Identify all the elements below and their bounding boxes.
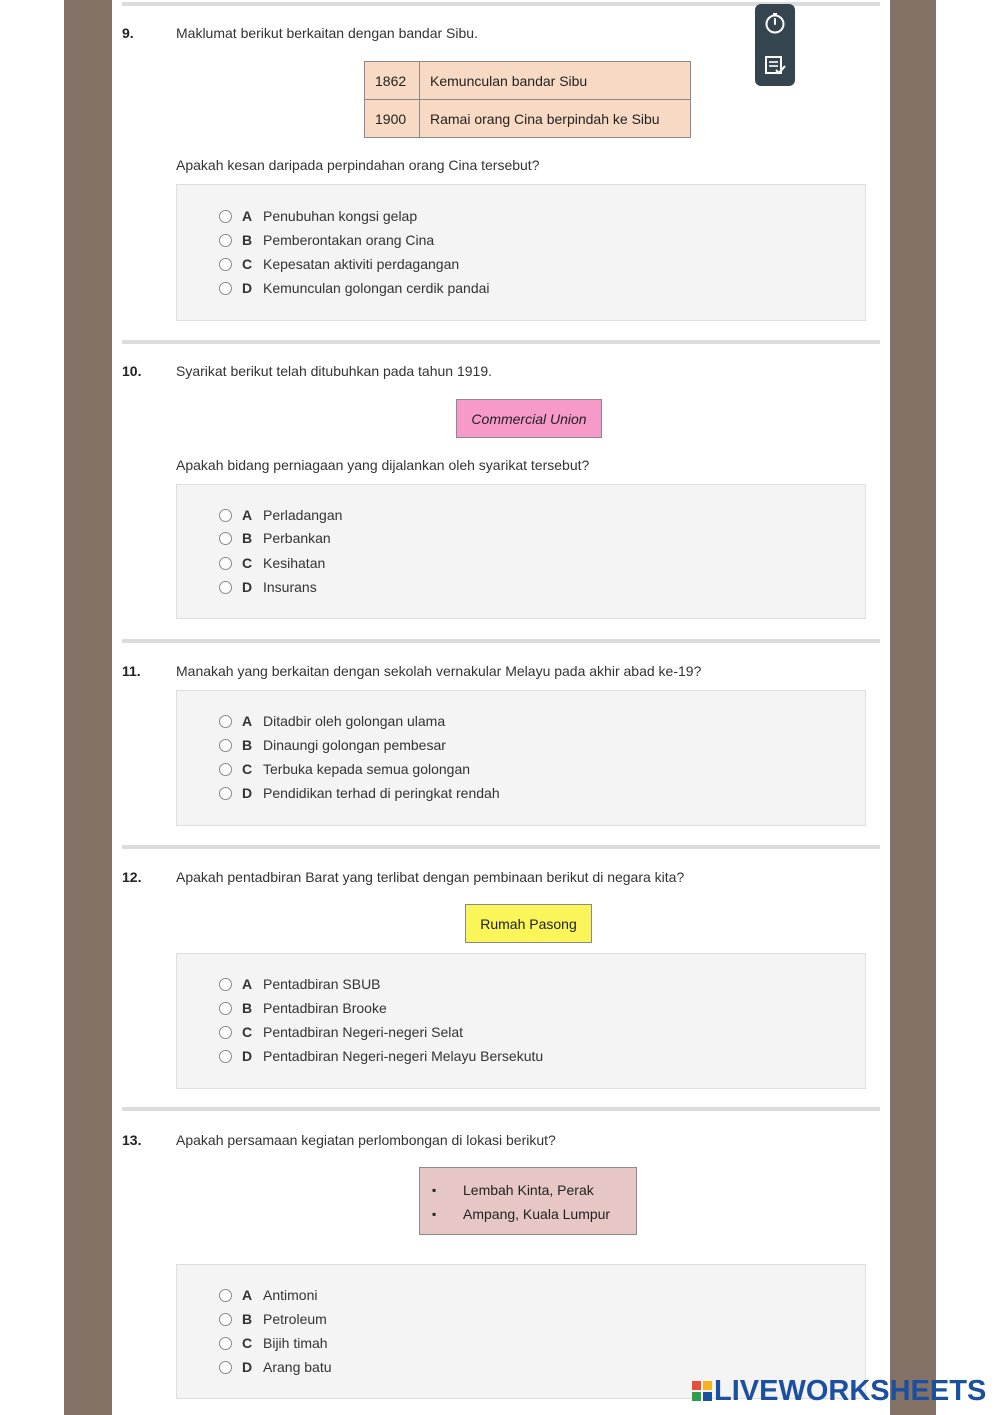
option-b[interactable] xyxy=(219,230,434,250)
radio-button[interactable] xyxy=(219,532,232,545)
page-frame-left xyxy=(64,0,112,1415)
option-c[interactable] xyxy=(219,1022,463,1042)
bullet-icon: ▪ xyxy=(432,1207,437,1221)
liveworksheets-logo xyxy=(692,1374,986,1408)
option-text: Ditadbir oleh golongan ulama xyxy=(263,713,446,729)
option-letter: B xyxy=(242,232,253,248)
outer-margin-right xyxy=(936,0,1000,1415)
option-letter: A xyxy=(242,713,253,729)
question-text: Manakah yang berkaitan dengan sekolah vernakular Melayu pada akhir abad ke-19? xyxy=(176,663,702,679)
option-letter: C xyxy=(242,256,253,272)
radio-button[interactable] xyxy=(219,763,232,776)
option-c[interactable] xyxy=(219,553,325,573)
option-letter: A xyxy=(242,1287,253,1303)
table-cell-year: 1862 xyxy=(365,62,420,100)
option-text: Dinaungi golongan pembesar xyxy=(263,737,446,753)
table-row xyxy=(365,62,691,100)
option-text: Terbuka kepada semua golongan xyxy=(263,761,471,777)
page-frame-right xyxy=(890,0,936,1415)
option-d[interactable] xyxy=(219,577,317,597)
question-number: 10. xyxy=(122,363,142,379)
option-b[interactable] xyxy=(219,528,331,548)
option-a[interactable] xyxy=(219,974,381,994)
list-item-text: Lembah Kinta, Perak xyxy=(463,1182,594,1198)
option-a[interactable] xyxy=(219,711,445,731)
radio-button[interactable] xyxy=(219,1313,232,1326)
question-number: 13. xyxy=(122,1132,142,1148)
radio-button[interactable] xyxy=(219,1050,232,1063)
option-text: Kesihatan xyxy=(263,555,326,571)
option-text: Pendidikan terhad di peringkat rendah xyxy=(263,785,500,801)
option-letter: A xyxy=(242,208,253,224)
option-text: Petroleum xyxy=(263,1311,327,1327)
building-name-box: Rumah Pasong xyxy=(465,904,592,943)
option-letter: B xyxy=(242,1311,253,1327)
option-c[interactable] xyxy=(219,254,459,274)
options-group-q11 xyxy=(176,690,866,826)
radio-button[interactable] xyxy=(219,210,232,223)
radio-button[interactable] xyxy=(219,258,232,271)
sibu-info-table xyxy=(364,61,691,138)
question-text: Apakah pentadbiran Barat yang terlibat dengan pembinaan berikut di negara kita? xyxy=(176,869,685,885)
option-a[interactable] xyxy=(219,1285,317,1305)
option-letter: B xyxy=(242,1000,253,1016)
question-text: Apakah persamaan kegiatan perlombongan di lokasi berikut? xyxy=(176,1132,556,1148)
list-item xyxy=(432,1202,624,1226)
option-a[interactable] xyxy=(219,206,417,226)
option-text: Kepesatan aktiviti perdagangan xyxy=(263,256,460,272)
timer-icon[interactable] xyxy=(764,12,786,34)
radio-button[interactable] xyxy=(219,1289,232,1302)
option-a[interactable] xyxy=(219,505,342,525)
outer-margin-left xyxy=(0,0,64,1415)
option-letter: D xyxy=(242,785,253,801)
option-letter: B xyxy=(242,530,253,546)
option-text: Pentadbiran Negeri-negeri Melayu Bersekutu xyxy=(263,1048,544,1064)
radio-button[interactable] xyxy=(219,1002,232,1015)
radio-button[interactable] xyxy=(219,715,232,728)
radio-button[interactable] xyxy=(219,1026,232,1039)
option-text: Bijih timah xyxy=(263,1335,328,1351)
question-text: Maklumat berikut berkaitan dengan bandar Sibu. xyxy=(176,25,478,41)
list-item xyxy=(432,1178,624,1202)
question-prompt: Apakah kesan daripada perpindahan orang Cina tersebut? xyxy=(176,157,540,173)
options-group-q9 xyxy=(176,184,866,321)
company-name-box: Commercial Union xyxy=(456,399,602,438)
option-letter: C xyxy=(242,555,253,571)
option-letter: D xyxy=(242,579,253,595)
option-text: Kemunculan golongan cerdik pandai xyxy=(263,280,490,296)
location-list-box xyxy=(419,1167,637,1235)
option-letter: B xyxy=(242,737,253,753)
option-b[interactable] xyxy=(219,735,446,755)
divider xyxy=(122,639,880,643)
question-prompt: Apakah bidang perniagaan yang dijalankan oleh syarikat tersebut? xyxy=(176,457,590,473)
option-c[interactable] xyxy=(219,759,470,779)
table-cell-event: Ramai orang Cina berpindah ke Sibu xyxy=(420,100,691,138)
option-b[interactable] xyxy=(219,998,387,1018)
option-letter: D xyxy=(242,1359,253,1375)
option-text: Penubuhan kongsi gelap xyxy=(263,208,418,224)
radio-button[interactable] xyxy=(219,581,232,594)
radio-button[interactable] xyxy=(219,739,232,752)
option-text: Antimoni xyxy=(263,1287,318,1303)
option-c[interactable] xyxy=(219,1333,328,1353)
option-text: Perbankan xyxy=(263,530,331,546)
divider xyxy=(122,845,880,849)
divider xyxy=(122,340,880,344)
bullet-icon: ▪ xyxy=(432,1183,437,1197)
floating-toolbar xyxy=(755,4,795,86)
list-item-text: Ampang, Kuala Lumpur xyxy=(463,1206,611,1222)
question-text: Syarikat berikut telah ditubuhkan pada tahun 1919. xyxy=(176,363,493,379)
option-letter: A xyxy=(242,507,253,523)
divider xyxy=(122,1107,880,1111)
options-group-q12 xyxy=(176,953,866,1089)
option-d[interactable] xyxy=(219,1357,332,1377)
option-text: Pentadbiran Negeri-negeri Selat xyxy=(263,1024,464,1040)
option-d[interactable] xyxy=(219,783,500,803)
option-letter: C xyxy=(242,1024,253,1040)
radio-button[interactable] xyxy=(219,557,232,570)
table-row xyxy=(365,100,691,138)
question-number: 11. xyxy=(122,663,141,679)
option-letter: C xyxy=(242,761,253,777)
option-d[interactable] xyxy=(219,278,490,298)
option-text: Perladangan xyxy=(263,507,343,523)
option-text: Pemberontakan orang Cina xyxy=(263,232,435,248)
option-d[interactable] xyxy=(219,1046,543,1066)
logo-mark-icon xyxy=(692,1381,712,1401)
question-number: 9. xyxy=(122,25,134,41)
logo-text: LIVEWORKSHEETS xyxy=(714,1374,987,1407)
option-letter: D xyxy=(242,280,253,296)
option-letter: C xyxy=(242,1335,253,1351)
option-letter: A xyxy=(242,976,253,992)
table-cell-year: 1900 xyxy=(365,100,420,138)
radio-button[interactable] xyxy=(219,787,232,800)
options-group-q10 xyxy=(176,484,866,619)
submit-icon[interactable] xyxy=(764,54,786,76)
radio-button[interactable] xyxy=(219,234,232,247)
option-b[interactable] xyxy=(219,1309,327,1329)
option-text: Insurans xyxy=(263,579,317,595)
radio-button[interactable] xyxy=(219,509,232,522)
table-cell-event: Kemunculan bandar Sibu xyxy=(420,62,691,100)
option-text: Pentadbiran Brooke xyxy=(263,1000,387,1016)
radio-button[interactable] xyxy=(219,282,232,295)
radio-button[interactable] xyxy=(219,1361,232,1374)
question-number: 12. xyxy=(122,869,142,885)
radio-button[interactable] xyxy=(219,1337,232,1350)
radio-button[interactable] xyxy=(219,978,232,991)
option-letter: D xyxy=(242,1048,253,1064)
option-text: Arang batu xyxy=(263,1359,332,1375)
option-text: Pentadbiran SBUB xyxy=(263,976,381,992)
